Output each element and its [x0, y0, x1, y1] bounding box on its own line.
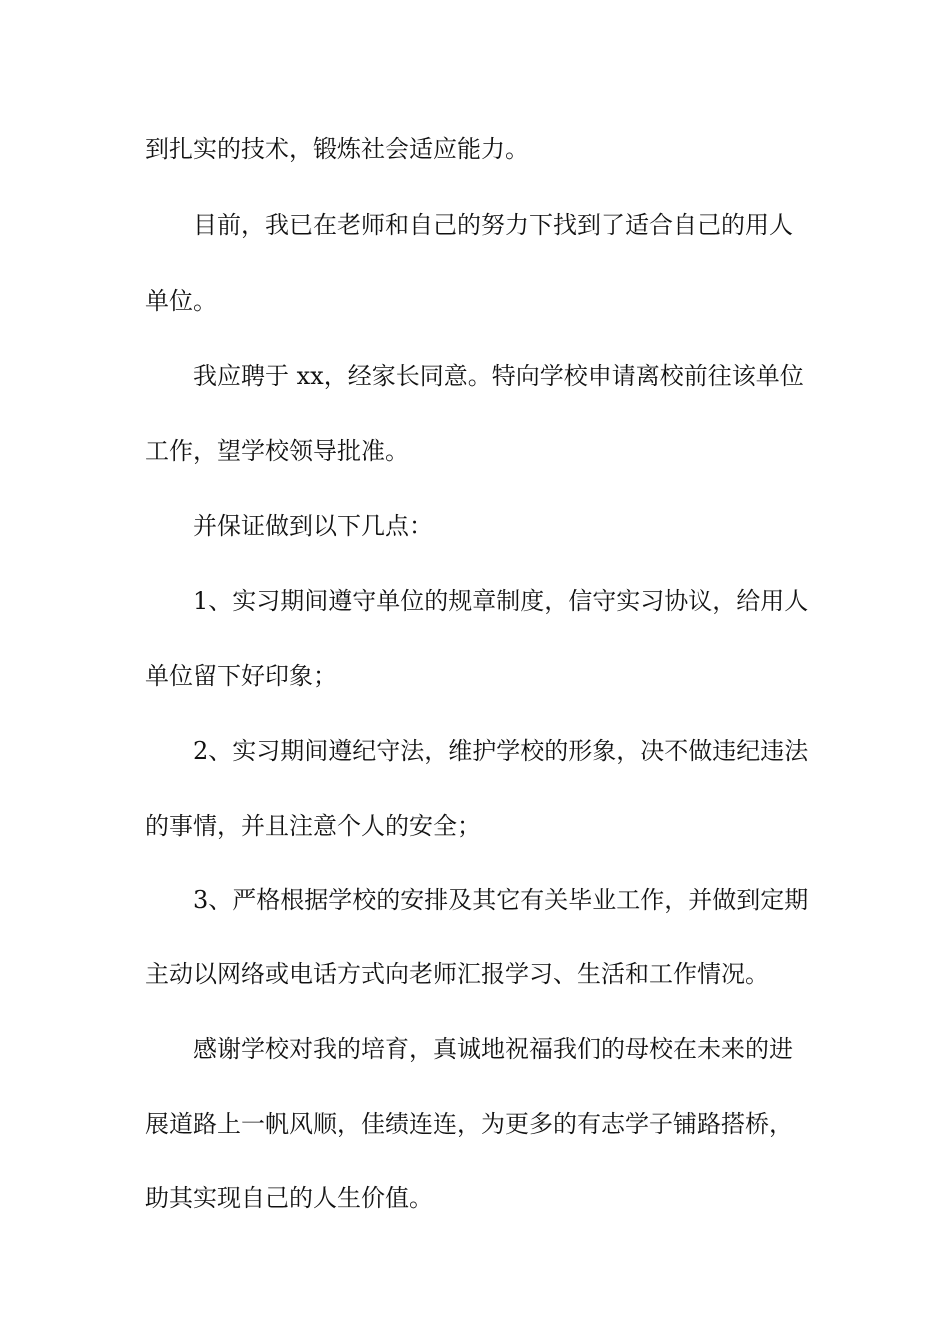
text-line: 1、实习期间遵守单位的规章制度，信守实习协议，给用人 [193, 587, 809, 615]
text-line: 工作，望学校领导批准。 [145, 437, 409, 465]
text-line: 展道路上一帆风顺，佳绩连连，为更多的有志学子铺路搭桥， [145, 1110, 793, 1138]
text-line: 感谢学校对我的培育，真诚地祝福我们的母校在未来的进 [193, 1035, 793, 1063]
text-line: 我应聘于 xx，经家长同意。特向学校申请离校前往该单位 [193, 362, 804, 390]
text-line: 单位留下好印象； [145, 662, 337, 690]
text-line: 助其实现自己的人生价值。 [145, 1184, 433, 1212]
text-line: 并保证做到以下几点： [193, 512, 433, 540]
text-line: 目前，我已在老师和自己的努力下找到了适合自己的用人 [193, 211, 793, 239]
text-line: 主动以网络或电话方式向老师汇报学习、生活和工作情况。 [145, 960, 769, 988]
text-line: 到扎实的技术，锻炼社会适应能力。 [145, 135, 529, 163]
text-line: 的事情，并且注意个人的安全； [145, 812, 481, 840]
text-line: 单位。 [145, 287, 217, 315]
text-line: 2、实习期间遵纪守法，维护学校的形象，决不做违纪违法 [193, 737, 809, 765]
text-line: 3、严格根据学校的安排及其它有关毕业工作，并做到定期 [193, 886, 809, 914]
